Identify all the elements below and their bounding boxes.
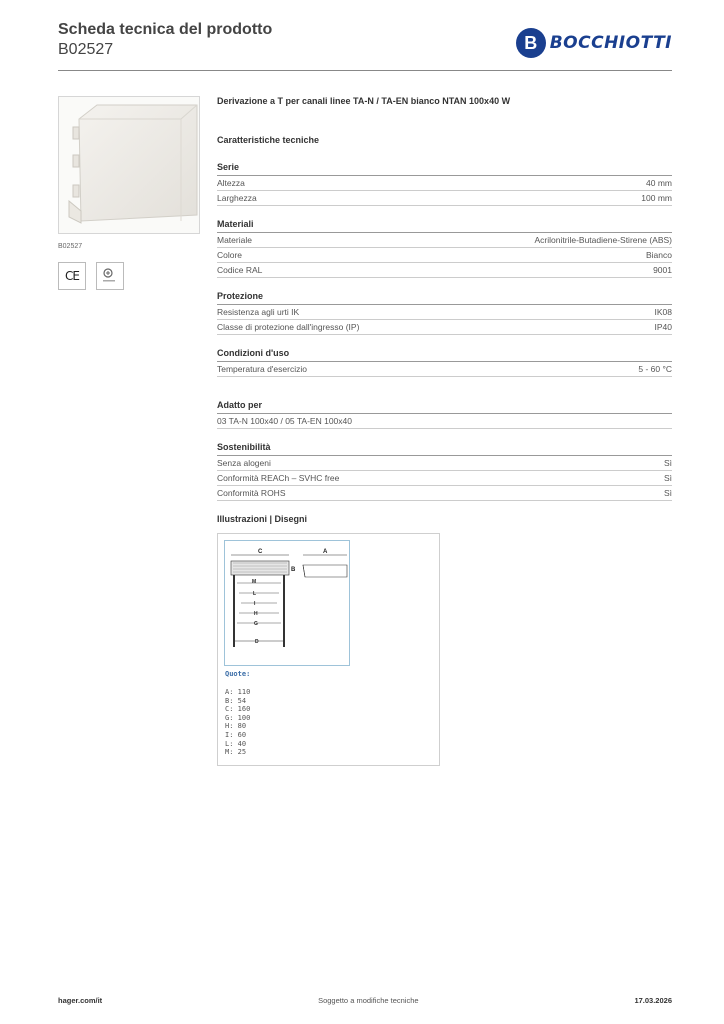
logo-mark-icon: B (516, 28, 546, 58)
spec-row (217, 263, 672, 278)
spec-label: Classe di protezione dall'ingresso (IP) (217, 322, 360, 332)
dim-label-g: G (254, 621, 258, 627)
product-image (58, 96, 200, 234)
spec-label: Resistenza agli urti IK (217, 307, 300, 317)
spec-value: Sì (663, 473, 672, 483)
footer-website: hager.com/it (58, 996, 103, 1005)
spec-value: 9001 (653, 265, 672, 275)
group-title: Materiali (217, 219, 672, 233)
spec-row (217, 176, 672, 191)
spec-row (217, 471, 672, 486)
logo-text: BOCCHIOTTI (549, 33, 672, 53)
quote-item: H: 80 (225, 722, 247, 731)
footer-note: Soggetto a modifiche tecniche (318, 996, 419, 1005)
spec-group-protezione (217, 291, 672, 335)
spec-label: Temperatura d'esercizio (217, 364, 307, 374)
spec-label: Conformità ROHS (217, 488, 286, 498)
tech-heading: Caratteristiche tecniche (217, 135, 320, 145)
group-title: Serie (217, 162, 672, 176)
spec-value: 40 mm (646, 178, 672, 188)
spec-label: Altezza (217, 178, 245, 188)
spec-value: 5 - 60 °C (638, 364, 672, 374)
dim-label-l: L (253, 591, 257, 597)
page-footer (58, 996, 672, 1005)
spec-label: Senza alogeni (217, 458, 271, 468)
quote-item: A: 110 (225, 688, 251, 696)
spec-value: Bianco (646, 250, 672, 260)
quote-item: L: 40 (225, 739, 247, 748)
spec-label: 03 TA-N 100x40 / 05 TA-EN 100x40 (217, 416, 352, 426)
group-title: Adatto per (217, 400, 672, 414)
dim-label-c: C (258, 549, 263, 555)
spec-label: Codice RAL (217, 265, 263, 275)
quotes-title: Quote: (225, 670, 251, 678)
group-title: Condizioni d'uso (217, 348, 672, 362)
spec-group-adatto-per (217, 400, 672, 429)
spec-value: IP40 (654, 322, 672, 332)
dim-label-i: I (254, 601, 256, 607)
quote-item: I: 60 (225, 730, 247, 739)
spec-row (217, 362, 672, 377)
spec-row (217, 305, 672, 320)
spec-value: 100 mm (641, 193, 672, 203)
approval-mark-icon (96, 262, 124, 290)
spacer (217, 390, 672, 400)
page-header (58, 20, 672, 70)
dimension-drawing (225, 541, 351, 667)
dim-label-h: H (254, 611, 258, 617)
spec-row (217, 320, 672, 335)
spec-row (217, 191, 672, 206)
dim-label-b: B (291, 567, 296, 573)
group-title: Sostenibilità (217, 442, 672, 456)
spec-value: IK08 (654, 307, 672, 317)
product-code-label: B02527 (58, 243, 83, 250)
illustrations-heading: Illustrazioni | Disegni (217, 514, 308, 524)
technical-drawing (224, 540, 350, 666)
spec-label: Conformità REACh – SVHC free (217, 473, 340, 483)
spec-row (217, 456, 672, 471)
spec-group-serie (217, 162, 672, 206)
group-title: Protezione (217, 291, 672, 305)
technical-drawing-box (217, 533, 440, 766)
header-divider (58, 70, 672, 71)
spec-value: Sì (663, 458, 672, 468)
spec-label: Materiale (217, 235, 252, 245)
spec-label: Larghezza (217, 193, 257, 203)
dim-label-m: M (252, 579, 257, 585)
spec-row (217, 248, 672, 263)
t-junction-photo (59, 97, 200, 234)
quote-item: C: 160 (225, 705, 251, 714)
spec-row (217, 486, 672, 501)
spec-group-materiali (217, 219, 672, 278)
page-title: Scheda tecnica del prodotto (58, 21, 273, 38)
spec-group-condizioni (217, 348, 672, 377)
footer-date: 17.03.2026 (634, 996, 672, 1005)
specifications-panel (217, 96, 672, 766)
dim-label-a: A (323, 549, 328, 555)
spec-row (217, 414, 672, 429)
product-description: Derivazione a T per canali linee TA-N / TA-EN bianco NTAN 100x40 W (217, 96, 511, 106)
quote-item: G: 100 (225, 713, 251, 722)
spec-value: Acrilonitrile-Butadiene-Stirene (ABS) (534, 235, 672, 245)
dim-label-d: D (255, 639, 259, 645)
product-code: B02527 (58, 41, 114, 58)
bocchiotti-logo (516, 28, 672, 58)
spec-group-sostenibilita (217, 442, 672, 501)
spec-label: Colore (217, 250, 243, 260)
quote-item: M: 25 (225, 748, 247, 757)
ce-mark-icon: CE (58, 262, 86, 290)
quote-item: B: 54 (225, 696, 247, 705)
spec-row (217, 233, 672, 248)
spec-value: Sì (663, 488, 672, 498)
quotes-list (225, 688, 250, 757)
